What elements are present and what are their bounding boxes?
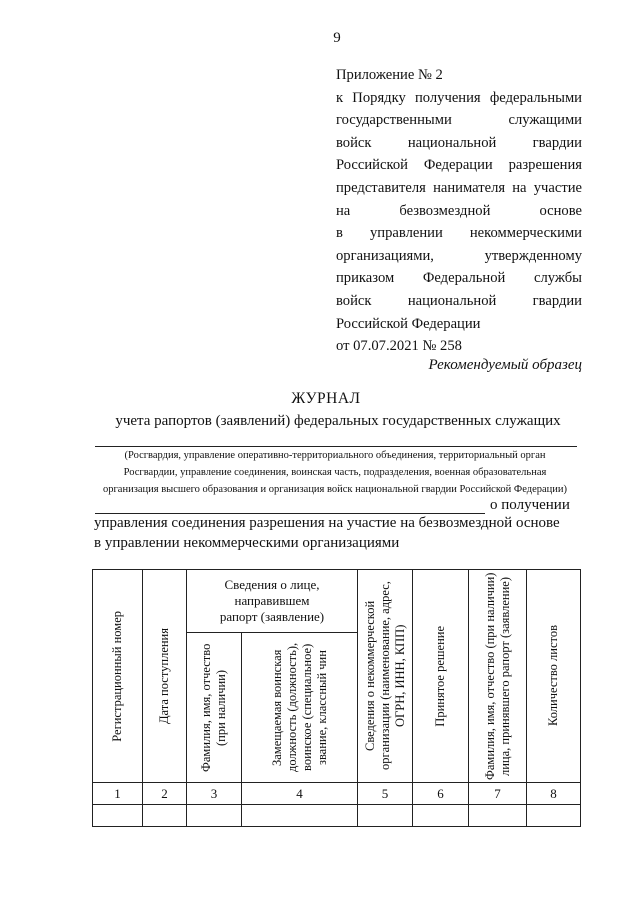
header-position: Замещаемая воинская должность (должность), воинское (специальное) звание, классный чин (242, 633, 358, 783)
header-sheets: Количество листов (527, 570, 581, 783)
appendix-block (336, 64, 582, 358)
column-number: 1 (93, 783, 143, 805)
header-decision: Принятое решение (413, 570, 469, 783)
empty-cell (242, 805, 358, 827)
column-number: 6 (413, 783, 469, 805)
appendix-line: Российской Федерации разрешения (336, 157, 582, 174)
appendix-line: Российской Федерации (336, 315, 481, 332)
appendix-line: в управлении некоммерческими (336, 225, 582, 242)
appendix-line: от 07.07.2021 № 258 (336, 338, 462, 355)
column-number: 5 (358, 783, 413, 805)
org-note-line: (Росгвардия, управление оперативно-территориального объединения, территориальный орган (124, 450, 546, 461)
column-number: 8 (527, 783, 581, 805)
column-number: 2 (143, 783, 187, 805)
empty-cell (143, 805, 187, 827)
empty-cell (413, 805, 469, 827)
fill-line (95, 513, 485, 514)
header-org-info: Сведения о некоммерческой организации (наименование, адрес, ОГРН, ИНН, КПП) (358, 570, 413, 783)
journal-table (92, 569, 581, 827)
org-note-line: Росгвардии, управление соединения, воинская часть, подразделения, военная образовательная (123, 467, 547, 478)
column-number: 3 (187, 783, 242, 805)
appendix-line: Приложение № 2 (336, 67, 443, 83)
appendix-line: войск национальной гвардии (336, 134, 582, 151)
empty-cell (469, 805, 527, 827)
header-fio: Фамилия, имя, отчество (при наличии) (187, 633, 242, 783)
header-reg-number: Регистрационный номер (93, 570, 143, 783)
appendix-line: войск национальной гвардии (336, 292, 582, 309)
document-subtitle: учета рапортов (заявлений) федеральных государственных служащих (115, 413, 561, 429)
header-receiver: Фамилия, имя, отчество (при наличии) лица, принявшего рапорт (заявление) (469, 570, 527, 783)
appendix-line: представителя нанимателя на участие (336, 179, 582, 196)
recommended-sample-label: Рекомендуемый образец (428, 357, 582, 373)
header-date: Дата поступления (143, 570, 187, 783)
body-text-line: управления соединения разрешения на участие на безвозмездной основе (94, 515, 560, 531)
column-number: 4 (242, 783, 358, 805)
obtain-text: о получении (490, 497, 570, 513)
page-number: 9 (333, 30, 341, 46)
empty-cell (527, 805, 581, 827)
appendix-line: приказом Федеральной службы (336, 270, 582, 287)
appendix-line: организациями, утвержденному (336, 247, 582, 264)
appendix-line: государственными служащими (336, 112, 582, 129)
column-number: 7 (469, 783, 527, 805)
empty-cell (358, 805, 413, 827)
appendix-line: к Порядку получения федеральными (336, 89, 582, 106)
document-title: ЖУРНАЛ (291, 390, 361, 407)
empty-cell (187, 805, 242, 827)
header-person-group: Сведения о лице, направившем рапорт (заявление) (187, 570, 358, 633)
org-note-line: организация высшего образования и организация войск национальной гвардии Российской Федерации) (103, 484, 567, 495)
body-text-line: в управлении некоммерческими организациями (94, 535, 400, 551)
table-row (93, 805, 581, 827)
appendix-line: на безвозмездной основе (336, 202, 582, 219)
empty-cell (93, 805, 143, 827)
